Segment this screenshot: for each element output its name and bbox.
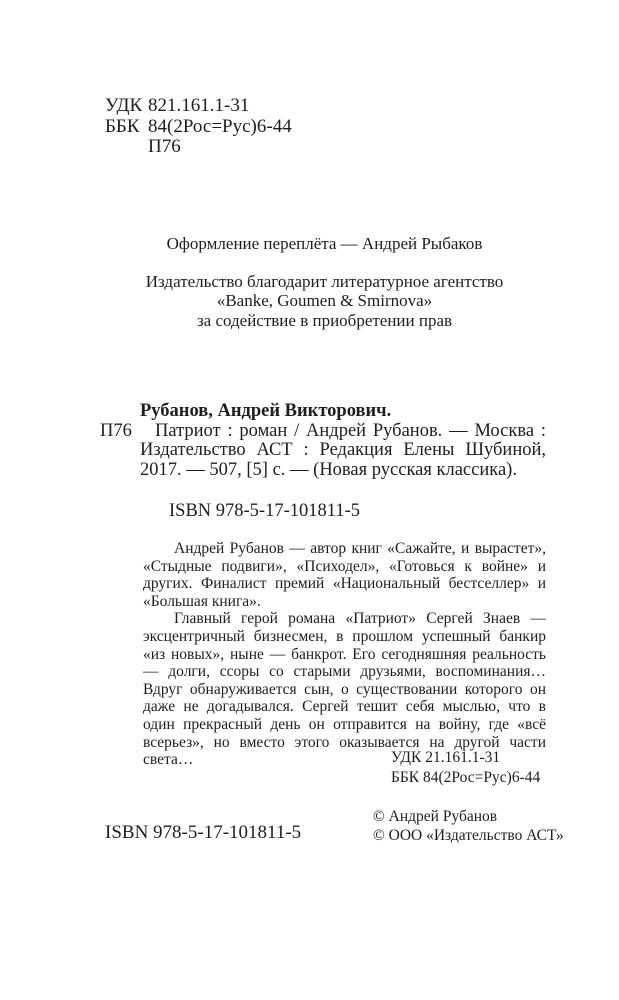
udk-row	[105, 96, 292, 117]
copyright-author: © Андрей Рубанов	[373, 808, 498, 825]
top-classification-block	[105, 96, 292, 158]
author-sign-spacer	[105, 137, 148, 158]
bbk-label: ББК	[105, 115, 140, 137]
annotation-paragraph-1: Андрей Рубанов — автор книг «Сажайте, и вырастет», «Стыдные подвиги», «Психодел», «Готовься к войне» и других. Финалист премий «Национальный бестселлер» и «Большая книга».	[143, 540, 546, 610]
udk-label: УДК	[105, 95, 143, 116]
catalog-isbn: ISBN 978-5-17-101811-5	[169, 501, 360, 522]
bottom-bbk: ББК 84(2Рос=Рус)6-44	[391, 768, 541, 786]
bottom-udk: УДК 21.161.1-31	[391, 749, 501, 766]
catalog-body	[100, 422, 546, 481]
bbk-value: 84(2Рос=Рус)6-44	[148, 115, 292, 137]
copyright-publisher: © ООО «Издательство АСТ»	[373, 826, 564, 844]
copyright-block	[373, 808, 564, 845]
annotation-paragraph-2: Главный герой романа «Патриот» Сергей Знаев — эксцентричный бизнесмен, в прошлом успешный банкир «из новых», ныне — банкрот. Его сегодняшняя реальность — долги, ссоры со старыми друзьями, воспоминания… Вдруг обнаруживается сын, о существовании которого он даже не догадывался. Сергей тешит себя мыслью, что в один прекрасный день он отправится на войну, где «всё всерьез», но вместо этого оказывается на другой части света…	[143, 610, 546, 769]
agency-line-1: Издательство благодарит литературное агентство	[145, 272, 504, 291]
catalog-author-sign: П76	[100, 420, 132, 441]
catalog-card	[100, 402, 546, 522]
bbk-row	[105, 117, 292, 138]
footer-isbn: ISBN 978-5-17-101811-5	[105, 822, 302, 843]
catalog-author: Рубанов, Андрей Викторович.	[140, 401, 392, 421]
agency-acknowledgement	[103, 272, 546, 330]
udk-value: 821.161.1-31	[148, 95, 250, 116]
design-credit: Оформление переплёта — Андрей Рыбаков	[166, 234, 483, 253]
agency-line-2: «Banke, Goumen & Smirnova»	[216, 291, 433, 311]
bottom-classification-block	[391, 748, 540, 787]
author-sign-row	[105, 137, 292, 158]
author-sign: П76	[148, 136, 181, 157]
catalog-description: Патриот : роман / Андрей Рубанов. — Москва : Издательство АСТ : Редакция Елены Шубиной, 2017. — 507, [5] с. — (Новая русская классика).	[140, 420, 546, 480]
agency-line-3: за содействие в приобретении прав	[196, 310, 453, 330]
annotation-block	[103, 540, 546, 769]
